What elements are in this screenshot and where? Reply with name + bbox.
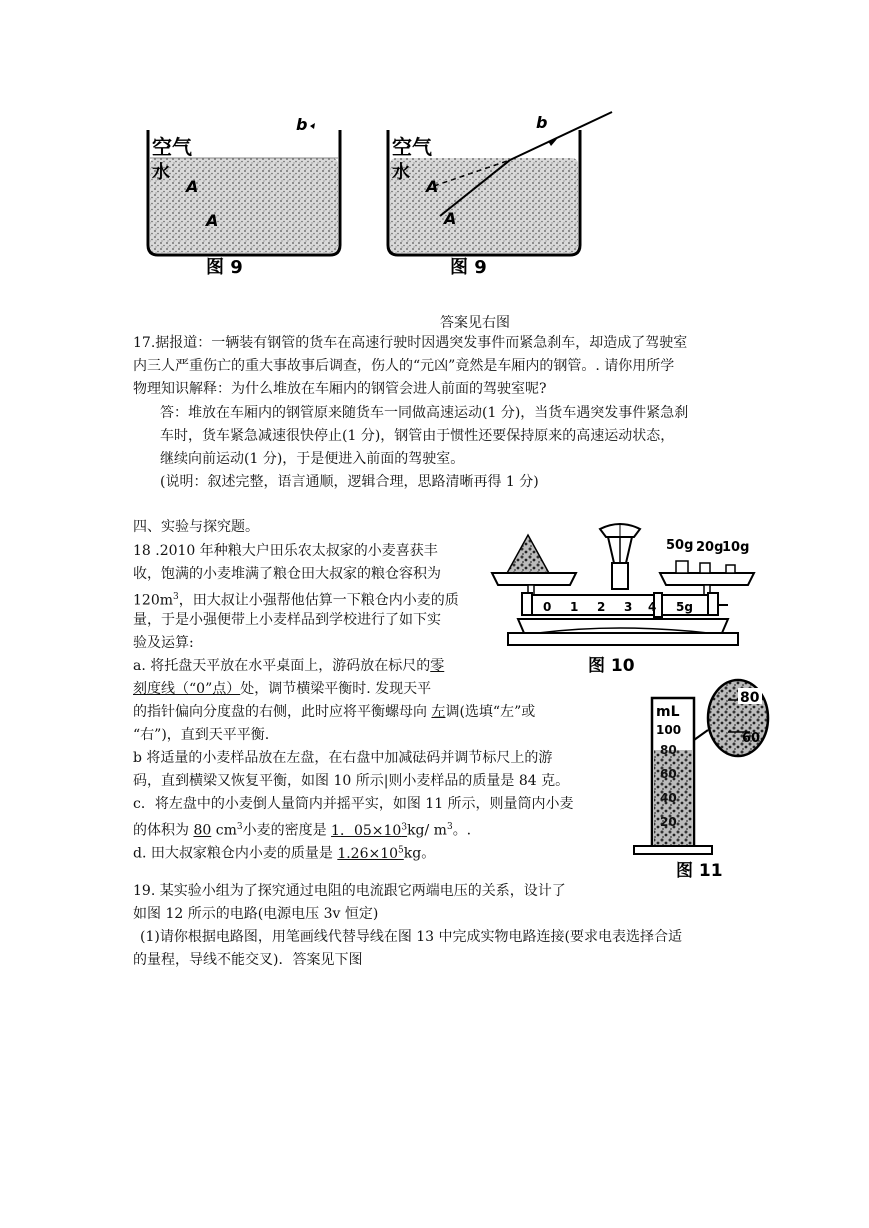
q19-line-2: 如图 12 所示的电路(电源电压 3v 恒定) (133, 906, 379, 922)
q17-answer-1: 答：堆放在车厢内的钢管原来随货车一同做高速运动(1 分)，当货车遇突发事件紧急刹 (160, 405, 689, 421)
figure-9-left-caption: 图 9 (206, 257, 243, 278)
weight-50g (676, 561, 688, 573)
q18-d-line-1: d. 田大叔家粮仓内小麦的质量是 $1.26\times 10^5kg$。 (133, 845, 436, 862)
answer-zero-2: 刻度线（“0”点） (133, 681, 241, 697)
scale-1: 1 (570, 600, 579, 614)
weight-20g (700, 563, 710, 573)
q18-a-line-4: “右”)，直到天平平衡. (133, 727, 270, 743)
cylinder-tick-20: 20 (660, 815, 677, 829)
q19-line-4: 的量程，导线不能交叉)．答案见下图 (133, 952, 363, 968)
q18-b-line-1: b 将适量的小麦样品放在左盘，在右盘中加减砝码并调节标尺上的游 (133, 750, 553, 766)
cylinder-base (634, 846, 712, 854)
left-pan (492, 573, 576, 585)
zoom-tick-80: 80 (740, 690, 760, 706)
cylinder-unit: mL (656, 704, 680, 720)
cylinder-tick-60: 60 (660, 767, 677, 781)
figure-11-cylinder (620, 678, 770, 883)
cylinder-tick-100: 100 (656, 723, 682, 737)
figure-9-right (370, 110, 620, 280)
figure-10-caption: 图 10 (588, 656, 635, 676)
point-a2-label: A (444, 209, 457, 228)
q18-a-line-3: 的指针偏向分度盘的右侧，此时应将平衡螺母向 左调(选填“左”或 (133, 704, 536, 720)
right-pan (660, 573, 754, 585)
weight-label-20g: 20g (696, 540, 724, 555)
water-region (150, 158, 338, 253)
q18-c-line-1: c．将左盘中的小麦倒人量筒内并摇平实，如图 11 所示，则量筒内小麦 (133, 796, 574, 812)
q18-b-line-2: 码，直到横梁又恢复平衡，如图 10 所示|则小麦样品的质量是 84 克。 (133, 773, 570, 789)
point-b-label: b (536, 113, 548, 132)
air-label: 空气 (392, 135, 432, 159)
answer-zero-1: 零 (430, 658, 445, 674)
water-label: 水 (152, 162, 170, 183)
weight-10g (726, 565, 735, 573)
point-a2-label: A (206, 211, 219, 230)
scale-5g: 5g (676, 600, 693, 614)
grain-pile (506, 535, 550, 575)
q18-line-4: 量，于是小强便带上小麦样品到学校进行了如下实 (133, 612, 441, 628)
q17-line-2: 内三人严重伤亡的重大事故事后调查，伤人的“元凶”竟然是车厢内的钢管。. 请你用所学 (133, 358, 675, 374)
q18-line-1: 18 .2010 年种粮大户田乐农太叔家的小麦喜获丰 (133, 543, 438, 559)
figure-11-caption: 图 11 (676, 861, 723, 881)
air-label: 空气 (152, 135, 192, 159)
q19-line-1: 19. 某实验小组为了探究通过电阻的电流跟它两端电压的关系，设计了 (133, 883, 566, 899)
water-label: 水 (392, 162, 410, 183)
q18-c-line-2: 的体积为 80 $cm^3$小麦的密度是 1．$05\times 10^3kg/$ $m^3$。. (133, 822, 472, 839)
q18-line-5: 验及运算: (133, 635, 194, 651)
q18-line-3: $120m^3$，田大叔让小强帮他估算一下粮仓内小麦的质 (133, 592, 459, 609)
answer-note: 答案见右图 (440, 315, 510, 331)
q17-answer-3: 继续向前运动(1 分)，于是便进入前面的驾驶室。 (160, 451, 465, 467)
q17-line-1: 17.据报道：一辆装有钢管的货车在高速行驶时因遇突发事件而紧急刹车，却造成了驾驶室 (133, 335, 688, 351)
balance-base (518, 619, 728, 633)
weight-label-50g: 50g (666, 538, 694, 553)
q18-a-line-2: 刻度线（“0”点）处，调节横梁平衡时. 发现天平 (133, 681, 432, 697)
scale-3: 3 (624, 600, 633, 614)
answer-mass: $1.26\times 10^5$ (337, 845, 404, 862)
section-4-heading: 四、实验与探究题。 (133, 519, 259, 535)
weight-label-10g: 10g (722, 540, 750, 555)
figure-9-left (130, 110, 350, 280)
figure-10-balance (488, 515, 768, 680)
answer-volume: 80 (193, 822, 212, 839)
figure-9-right-caption: 图 9 (450, 257, 487, 278)
scale-0: 0 (543, 600, 552, 614)
cylinder-tick-80: 80 (660, 743, 677, 757)
q18-a-line-1: a. 将托盘天平放在水平桌面上，游码放在标尺的零 (133, 658, 445, 674)
incident-ray (510, 112, 612, 160)
scale-4: 4 (648, 600, 657, 614)
water-region (390, 158, 578, 253)
q17-note: (说明：叙述完整，语言通顺，逻辑合理，思路清晰再得 1 分) (160, 474, 539, 490)
point-a1-label: A (426, 177, 439, 196)
q17-line-3: 物理知识解释：为什么堆放在车厢内的钢管会进人前面的驾驶室呢? (133, 381, 547, 397)
cylinder-tick-40: 40 (660, 791, 677, 805)
answer-left: 左 (431, 704, 446, 720)
answer-density: 1．$05\times 10^3$ (331, 822, 408, 839)
zoom-tick-60: 60 (742, 731, 761, 746)
q18-line-2: 收，饱满的小麦堆满了粮仓田大叔家的粮仓容积为 (133, 566, 441, 582)
point-b-label: b (296, 115, 308, 134)
q19-line-3: (1)请你根据电路图，用笔画线代替导线在图 13 中完成实物电路连接(要求电表选择合适 (140, 929, 683, 945)
scale-2: 2 (597, 600, 606, 614)
point-a1-label: A (186, 177, 199, 196)
q17-answer-2: 车时，货车紧急减速很快停止(1 分)，钢管由于惯性还要保持原来的高速运动状态， (160, 428, 675, 444)
